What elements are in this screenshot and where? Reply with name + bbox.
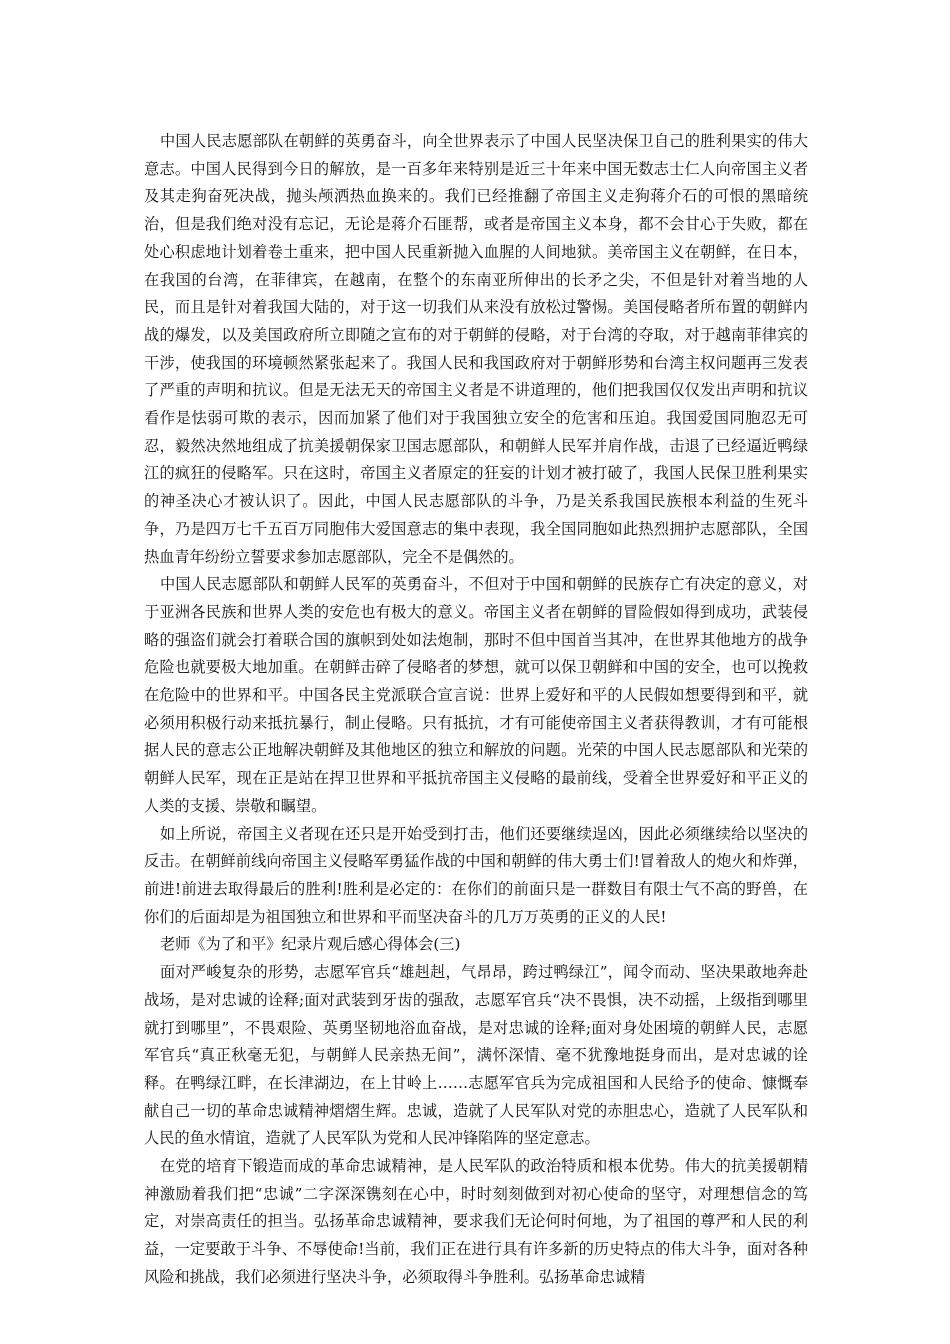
paragraph: 在党的培育下锻造而成的革命忠诚精神，是人民军队的政治特质和根本优势。伟大的抗美援朝精神激励着我们把“忠诚”二字深深镌刻在心中，时时刻刻做到对初心使命的坚守，对理想信念的笃定，对崇高责任的担当。弘扬革命忠诚精神，要求我们无论何时何地，为了祖国的尊严和人民的利益，一定要敢于斗争、不辱使命!当前，我们正在进行具有许多新的历史特点的伟大斗争，面对各种风险和挑战，我们必须进行坚决斗争，必须取得斗争胜利。弘扬革命忠诚精 — [144, 1157, 808, 1286]
document-body — [144, 128, 808, 1292]
paragraph: 如上所说，帝国主义者现在还只是开始受到打击，他们还要继续逞凶，因此必须继续给以坚决的反击。在朝鲜前线向帝国主义侵略军勇猛作战的中国和朝鲜的伟大勇士们!冒着敌人的炮火和炸弹，前进!前进去取得最后的胜利!胜利是必定的：在你们的前面只是一群数目有限士气不高的野兽，在你们的后面却是为祖国独立和世界和平而坚决奋斗的几万万英勇的正义的人民! — [144, 824, 808, 926]
paragraph: 面对严峻复杂的形势，志愿军官兵“雄赳赳，气昂昂，跨过鸭绿江”，闻令而动、坚决果敢地奔赴战场，是对忠诚的诠释;面对武装到牙齿的强敌，志愿军官兵“决不畏惧，决不动摇，上级指到哪里就打到哪里”，不畏艰险、英勇坚韧地浴血奋战，是对忠诚的诠释;面对身处困境的朝鲜人民，志愿军官兵“真正秋毫无犯，与朝鲜人民亲热无间”，满怀深情、毫不犹豫地挺身而出，是对忠诚的诠释。在鸭绿江畔，在长津湖边，在上甘岭上……志愿军官兵为完成祖国和人民给予的使命、慷慨奉献自己一切的革命忠诚精神熠熠生辉。忠诚，造就了人民军队对党的赤胆忠心，造就了人民军队和人民的鱼水情谊，造就了人民军队为党和人民冲锋陷阵的坚定意志。 — [144, 963, 808, 1148]
paragraph: 中国人民志愿部队在朝鲜的英勇奋斗，向全世界表示了中国人民坚决保卫自己的胜利果实的伟大意志。中国人民得到今日的解放，是一百多年来特别是近三十年来中国无数志士仁人向帝国主义者及其走狗奋死决战，抛头颅洒热血换来的。我们已经推翻了帝国主义走狗蒋介石的可恨的黑暗统治，但是我们绝对没有忘记，无论是蒋介石匪帮，或者是帝国主义本身，都不会甘心于失败，都在处心积虑地计划着卷土重来，把中国人民重新抛入血腥的人间地狱。美帝国主义在朝鲜，在日本，在我国的台湾，在菲律宾，在越南，在整个的东南亚所伸出的长矛之尖，不但是针对着当地的人民，而且是针对着我国大陆的，对于这一切我们从来没有放松过警惕。美国侵略者所布置的朝鲜内战的爆发，以及美国政府所立即随之宣布的对于朝鲜的侵略，对于台湾的夺取，对于越南菲律宾的干涉，使我国的环境顿然紧张起来了。我国人民和我国政府对于朝鲜形势和台湾主权问题再三发表了严重的声明和抗议。但是无法无天的帝国主义者是不讲道理的，他们把我国仅仅发出声明和抗议看作是怯弱可欺的表示，因而加紧了他们对于我国独立安全的危害和压迫。我国爱国同胞忍无可忍，毅然决然地组成了抗美援朝保家卫国志愿部队，和朝鲜人民军并肩作战，击退了已经逼近鸭绿江的疯狂的侵略军。只在这时，帝国主义者原定的狂妄的计划才被打破了，我国人民保卫胜利果实的神圣决心才被认识了。因此，中国人民志愿部队的斗争，乃是关系我国民族根本利益的生死斗争，乃是四万七千五百万同胞伟大爱国意志的集中表现，我全国同胞如此热烈拥护志愿部队，全国热血青年纷纷立誓要求参加志愿部队，完全不是偶然的。 — [144, 132, 808, 566]
section-title: 老师《为了和平》纪录片观后感心得体会(三) — [159, 935, 461, 954]
paragraph: 中国人民志愿部队和朝鲜人民军的英勇奋斗，不但对于中国和朝鲜的民族存亡有决定的意义，对于亚洲各民族和世界人类的安危也有极大的意义。帝国主义者在朝鲜的冒险假如得到成功，武装侵略的强盗们就会打着联合国的旗帜到处如法炮制，那时不但中国首当其冲，在世界其他地方的战争危险也就要极大地加重。在朝鲜击碎了侵略者的梦想，就可以保卫朝鲜和中国的安全，也可以挽救在危险中的世界和平。中国各民主党派联合宣言说：世界上爱好和平的人民假如想要得到和平，就必须用积极行动来抵抗暴行，制止侵略。只有抵抗，才有可能使帝国主义者获得教训，才有可能根据人民的意志公正地解决朝鲜及其他地区的独立和解放的问题。光荣的中国人民志愿部队和光荣的朝鲜人民军，现在正是站在捍卫世界和平抵抗帝国主义侵略的最前线，受着全世界爱好和平正义的人类的支援、崇敬和瞩望。 — [144, 575, 808, 815]
